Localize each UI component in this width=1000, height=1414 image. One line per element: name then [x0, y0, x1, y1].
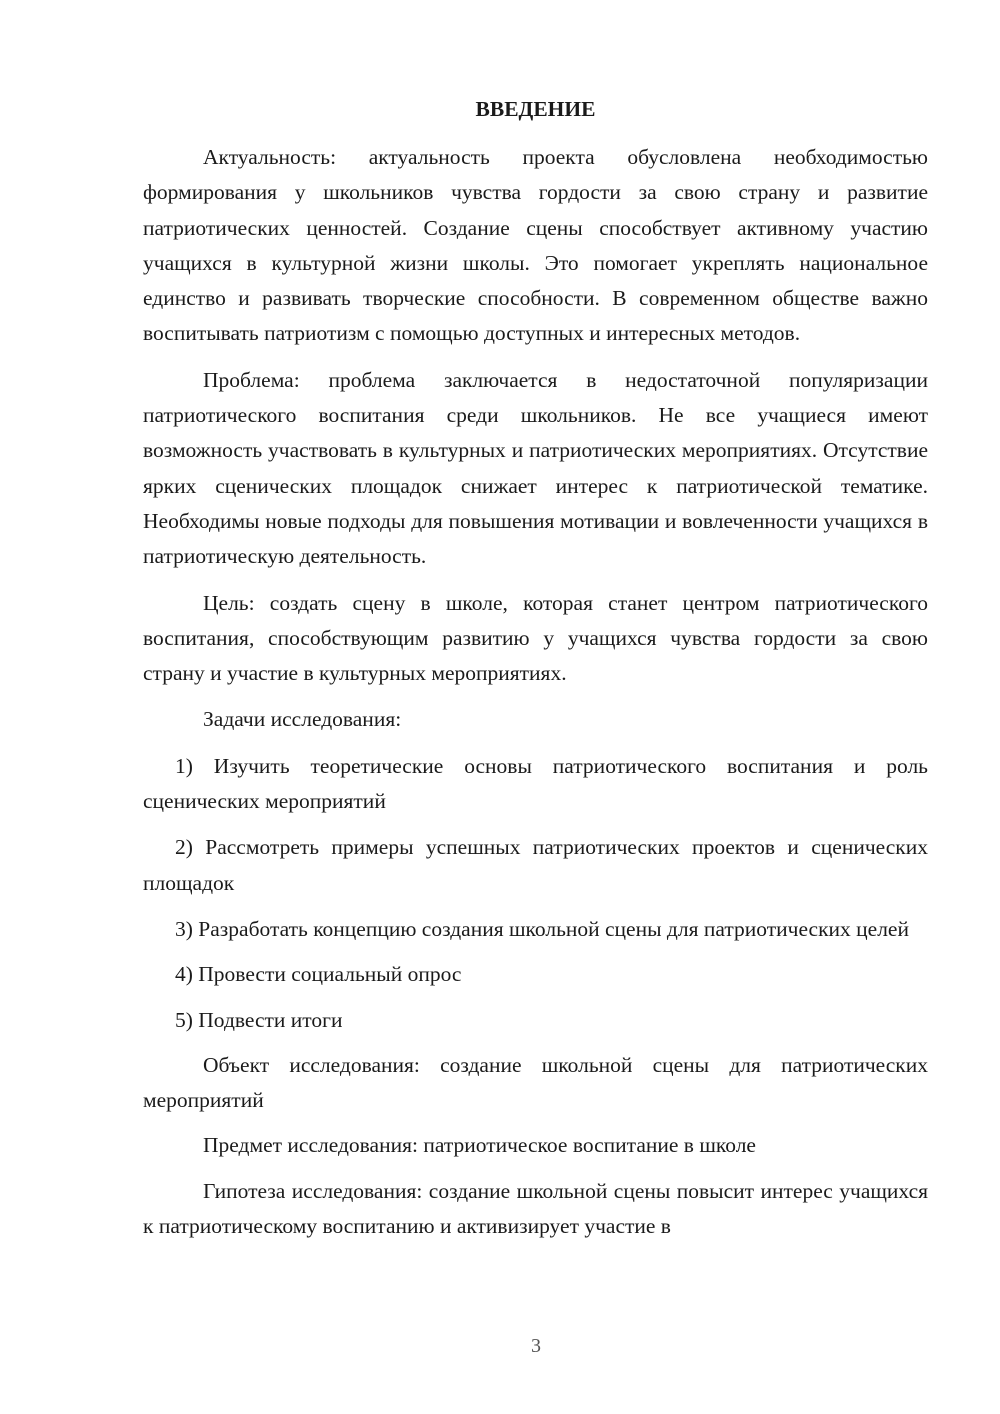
page-content	[143, 96, 928, 1244]
page-number: 3	[531, 1335, 541, 1357]
task-item-1: 1) Изучить теоретические основы патриотического воспитания и роль сценических мероприятий	[143, 753, 928, 814]
relevance-paragraph: Актуальность: актуальность проекта обусловлена необходимостью формирования у школьников чувства гордости за свою страну и развитие патриотических ценностей. Создание сцены способствует активному участию учащихся в культурной жизни школы. Это помогает укреплять национальное единство и развивать творческие способности. В современном обществе важно воспитывать патриотизм с помощью доступных и интересных методов.	[143, 145, 928, 346]
goal-paragraph: Цель: создать сцену в школе, которая станет центром патриотического воспитания, способствующим развитию у учащихся чувства гордости за свою страну и участие в культурных мероприятиях.	[143, 590, 928, 686]
research-subject-paragraph: Предмет исследования: патриотическое воспитание в школе	[203, 1133, 756, 1158]
task-item-5: 5) Подвести итоги	[175, 1007, 343, 1032]
hypothesis-paragraph: Гипотеза исследования: создание школьной сцены повысит интерес учащихся к патриотическому воспитанию и активизирует участие в	[143, 1178, 928, 1239]
research-object-paragraph: Объект исследования: создание школьной сцены для патриотических мероприятий	[143, 1052, 928, 1113]
task-item-3: 3) Разработать концепцию создания школьной сцены для патриотических целей	[175, 916, 909, 941]
tasks-title: Задачи исследования:	[203, 707, 402, 732]
problem-paragraph: Проблема: проблема заключается в недостаточной популяризации патриотического воспитания среди школьников. Не все учащиеся имеют возможность участвовать в культурных и патриотических мероприятиях. Отсутствие ярких сценических площадок снижает интерес к патриотической тематике. Необходимы новые подходы для повышения мотивации и вовлеченности учащихся в патриотическую деятельность.	[143, 367, 928, 569]
task-item-4: 4) Провести социальный опрос	[175, 962, 462, 987]
section-heading: ВВЕДЕНИЕ	[475, 97, 596, 121]
task-item-2: 2) Рассмотреть примеры успешных патриотических проектов и сценических площадок	[143, 835, 928, 895]
